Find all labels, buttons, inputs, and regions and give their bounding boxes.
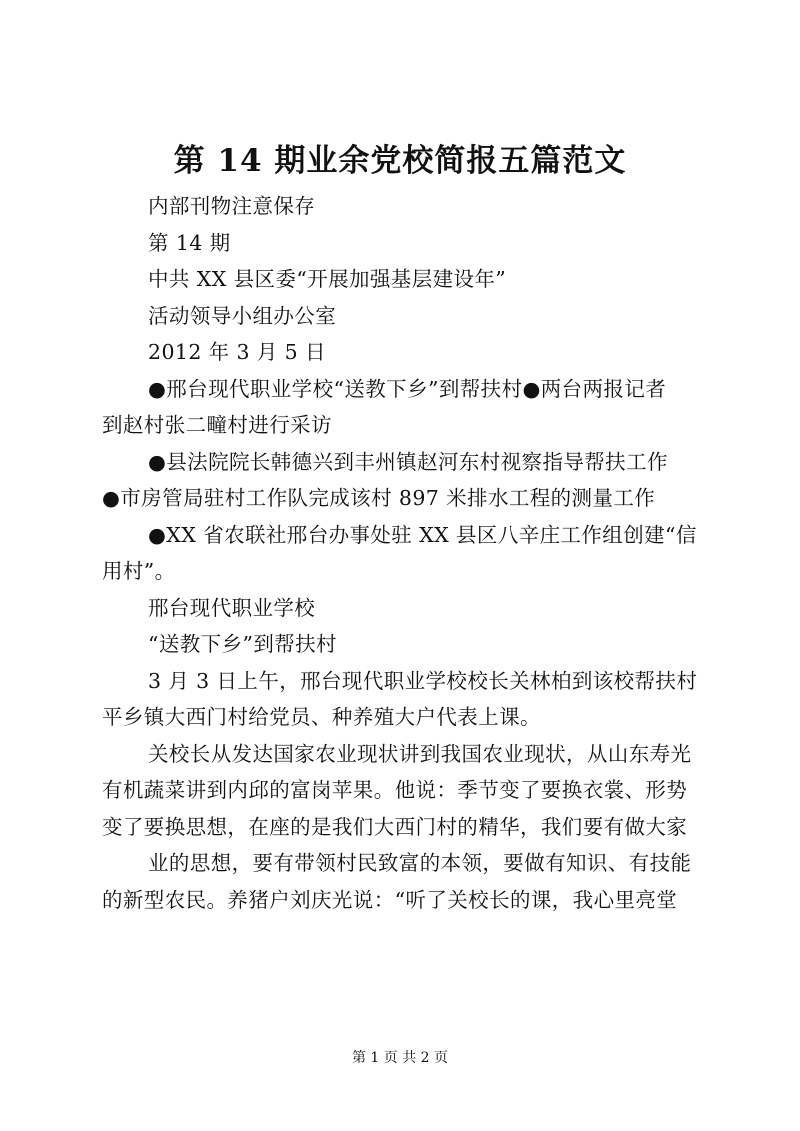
text-line: 中共 XX 县区委“开展加强基层建设年” — [148, 267, 507, 291]
text-line: ●XX 省农联社邢台办事处驻 XX 县区八辛庄工作组创建“信 — [148, 522, 697, 547]
page-number-footer: 第 1 页 共 2 页 — [351, 1050, 449, 1066]
text-line: 有机蔬菜讲到内邱的富岗苹果。他说：季节变了要换衣裳、形势 — [102, 778, 688, 802]
document-title: 第 14 期业余党校简报五篇范文 — [173, 143, 627, 179]
text-line: 第 14 期 — [148, 230, 231, 255]
text-line: 2012 年 3 月 5 日 — [148, 340, 326, 364]
text-line: 邢台现代职业学校 — [148, 595, 316, 620]
text-line: 关校长从发达国家农业现状讲到我国农业现状，从山东寿光 — [148, 741, 692, 766]
document-body — [102, 188, 702, 918]
text-line: 3 月 3 日上午，邢台现代职业学校校长关林柏到该校帮扶村 — [148, 668, 698, 693]
text-line: 的新型农民。养猪户刘庆光说：“听了关校长的课，我心里亮堂 — [102, 887, 678, 912]
text-line: 业的思想，要有带领村民致富的本领，要做有知识、有技能 — [148, 851, 692, 875]
text-line: ●县法院院长韩德兴到丰州镇赵河东村视察指导帮扶工作 — [148, 449, 668, 474]
text-line: “送教下乡”到帮扶村 — [148, 632, 337, 656]
text-line: 变了要换思想，在座的是我们大西门村的精华，我们要有做大家 — [102, 814, 688, 839]
text-line: 到赵村张二疃村进行采访 — [102, 413, 332, 437]
text-line: 内部刊物注意保存 — [148, 194, 316, 218]
text-line: ●市房管局驻村工作队完成该村 897 米排水工程的测量工作 — [102, 486, 656, 510]
text-line: 用村”。 — [102, 559, 176, 583]
text-line: 平乡镇大西门村给党员、种养殖大户代表上课。 — [102, 705, 541, 729]
text-line: ●邢台现代职业学校“送教下乡”到帮扶村●两台两报记者 — [148, 376, 667, 401]
text-line: 活动领导小组办公室 — [148, 303, 337, 328]
